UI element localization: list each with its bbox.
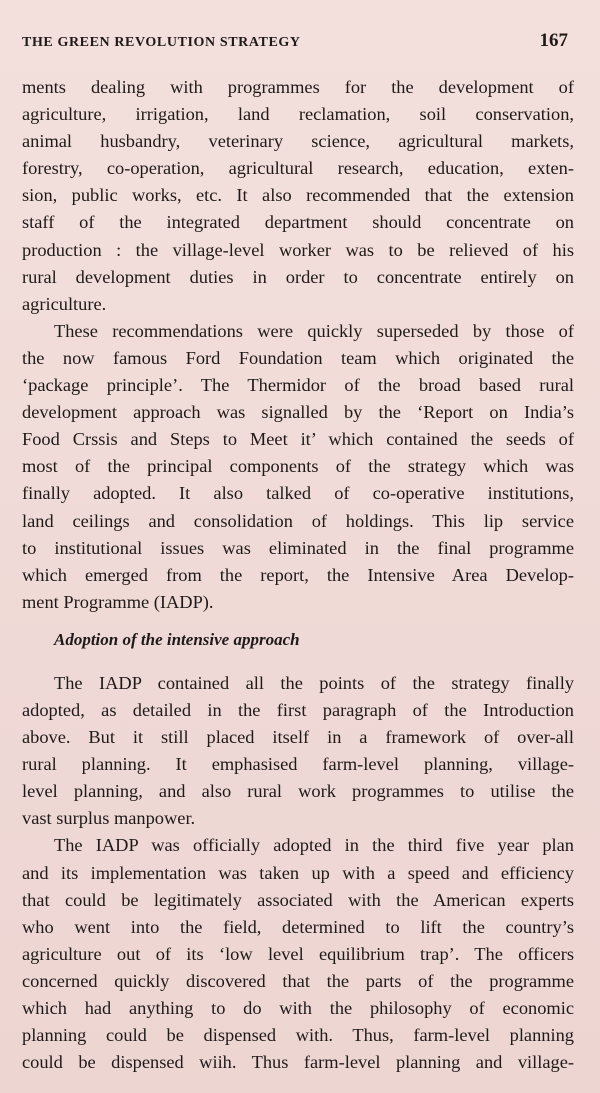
text-line: which had anything to do with the philosophy of economic [22, 998, 574, 1018]
body-text [22, 74, 578, 1076]
text-line: adopted, as detailed in the first paragraph of the Introduction [22, 699, 574, 720]
paragraph [22, 832, 578, 1076]
text-line: production : the village-level worker was to be relieved of his [22, 239, 574, 260]
text-line: and its implementation was taken up with a speed and efficiency [22, 862, 574, 883]
text-line: above. But it still placed itself in a framework of over-all [22, 727, 574, 748]
text-line: to institutional issues was eliminated in the final programme [22, 537, 574, 558]
running-head [22, 30, 578, 58]
text-line: who went into the field, determined to lift the country’s [22, 916, 574, 937]
paragraph [22, 670, 578, 833]
text-line: Food Crssis and Steps to Meet it’ which contained the seeds of [22, 429, 574, 450]
text-line: These recommendations were quickly superseded by those of [54, 320, 574, 341]
text-line: forestry, co-operation, agricultural research, education, exten- [22, 158, 574, 179]
text-line: which emerged from the report, the Intensive Area Develop- [22, 564, 574, 585]
text-line: staff of the integrated department should concentrate on [22, 212, 574, 233]
text-line: finally adopted. It also talked of co-operative institutions, [22, 483, 574, 504]
text-line: ‘package principle’. The Thermidor of the broad based rural [22, 375, 574, 396]
text-line: the now famous Ford Foundation team which originated the [22, 347, 574, 368]
text-line: ments dealing with programmes for the development of [22, 77, 574, 97]
text-line: ment Programme (IADP). [22, 591, 214, 612]
running-title: THE GREEN REVOLUTION STRATEGY [22, 35, 301, 50]
text-line: The IADP contained all the points of the strategy finally [54, 672, 574, 693]
section-heading: Adoption of the intensive approach [54, 629, 300, 649]
page-number: 167 [539, 30, 568, 51]
paragraph [22, 74, 578, 318]
text-line: vast surplus manpower. [22, 808, 196, 829]
text-line: agriculture out of its ‘low level equilibrium trap’. The officers [22, 943, 574, 964]
text-line: most of the principal components of the strategy which was [22, 456, 574, 477]
text-line: that could be legitimately associated with the American experts [22, 889, 574, 910]
text-line: agriculture. [22, 293, 107, 314]
text-line: could be dispensed wiih. Thus farm-level planning and village- [22, 1052, 574, 1073]
text-line: animal husbandry, veterinary science, agricultural markets, [22, 131, 574, 152]
paragraph [22, 318, 578, 616]
text-line: sion, public works, etc. It also recommended that the extension [22, 185, 574, 206]
text-line: planning could be dispensed with. Thus, farm-level planning [22, 1025, 574, 1046]
text-line: rural development duties in order to concentrate entirely on [22, 266, 574, 287]
text-line: concerned quickly discovered that the parts of the programme [22, 970, 574, 991]
text-line: rural planning. It emphasised farm-level planning, village- [22, 754, 574, 775]
text-line: development approach was signalled by the ‘Report on India’s [22, 402, 574, 423]
text-line: The IADP was officially adopted in the third five year plan [54, 835, 574, 856]
text-line: agriculture, irrigation, land reclamation, soil conservation, [22, 104, 574, 125]
text-line: level planning, and also rural work programmes to utilise the [22, 781, 574, 802]
text-line: land ceilings and consolidation of holdings. This lip service [22, 510, 574, 531]
